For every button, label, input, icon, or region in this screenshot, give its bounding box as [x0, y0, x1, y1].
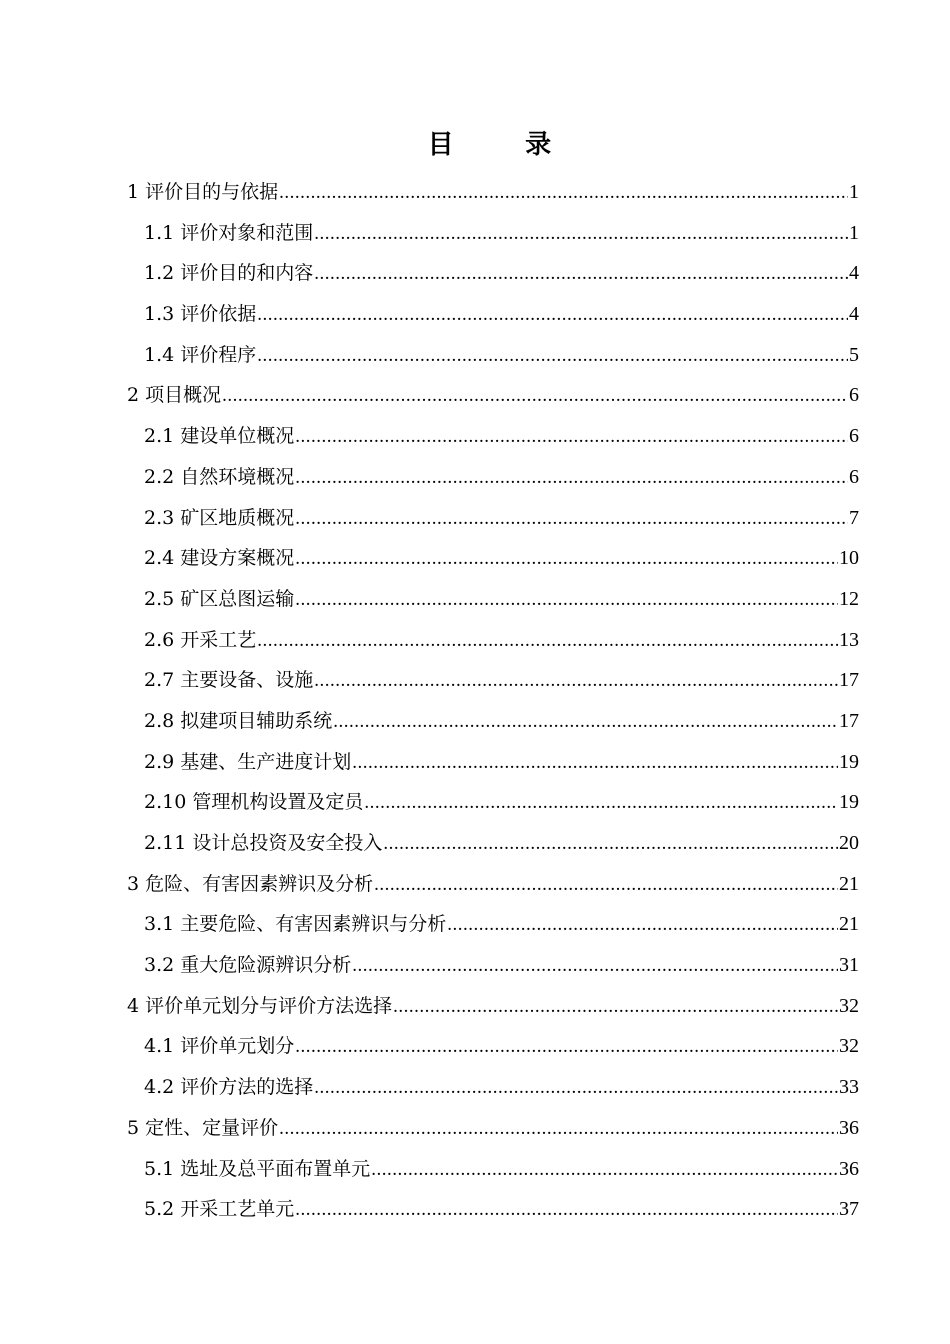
toc-page-number: 17: [839, 669, 859, 692]
toc-entry-label: 2 项目概况: [127, 384, 222, 407]
toc-entry-label: 1.4 评价程序: [144, 343, 257, 366]
toc-entry-label: 4 评价单元划分与评价方法选择: [127, 994, 393, 1017]
toc-page-number: 36: [839, 1116, 859, 1139]
toc-page-number: 10: [839, 547, 859, 570]
toc-entry[interactable]: [127, 416, 859, 457]
toc-leader-dots: [295, 417, 848, 458]
toc-entry-label: 3 危险、有害因素辨识及分析: [127, 872, 374, 895]
toc-entry-label: 5.1 选址及总平面布置单元: [144, 1157, 371, 1180]
toc-page-number: 37: [839, 1198, 859, 1221]
toc-entry[interactable]: [127, 742, 859, 783]
toc-page-number: 6: [849, 384, 859, 407]
table-of-contents: [127, 172, 859, 1230]
toc-leader-dots: [393, 987, 838, 1028]
toc-entry-label: 2.5 矿区总图运输: [144, 587, 295, 610]
toc-entry-label: 4.2 评价方法的选择: [144, 1076, 314, 1099]
toc-page-number: 32: [839, 994, 859, 1017]
toc-entry-label: 2.4 建设方案概况: [144, 547, 295, 570]
toc-entry-label: 1.2 评价目的和内容: [144, 262, 314, 285]
toc-leader-dots: [314, 1068, 838, 1109]
toc-entry[interactable]: [127, 335, 859, 376]
toc-page-number: 21: [839, 913, 859, 936]
toc-entry-label: 5 定性、定量评价: [127, 1116, 279, 1139]
toc-leader-dots: [333, 702, 838, 743]
toc-entry[interactable]: [127, 660, 859, 701]
toc-entry[interactable]: [127, 782, 859, 823]
toc-entry[interactable]: [127, 904, 859, 945]
toc-page-number: 6: [849, 425, 859, 448]
toc-entry[interactable]: [127, 1067, 859, 1108]
toc-entry-label: 3.2 重大危险源辨识分析: [144, 954, 352, 977]
toc-entry-label: 1.1 评价对象和范围: [144, 221, 314, 244]
toc-leader-dots: [295, 1027, 838, 1068]
toc-page-number: 13: [839, 628, 859, 651]
toc-leader-dots: [295, 580, 838, 621]
toc-leader-dots: [257, 295, 848, 336]
toc-entry[interactable]: [127, 213, 859, 254]
toc-entry[interactable]: [127, 986, 859, 1027]
toc-entry[interactable]: [127, 864, 859, 905]
toc-entry[interactable]: [127, 945, 859, 986]
toc-page-number: 19: [839, 791, 859, 814]
toc-entry-label: 2.3 矿区地质概况: [144, 506, 295, 529]
toc-entry-label: 1.3 评价依据: [144, 303, 257, 326]
toc-page-number: 6: [849, 465, 859, 488]
toc-entry[interactable]: [127, 498, 859, 539]
toc-entry-label: 1 评价目的与依据: [127, 181, 279, 203]
toc-page-number: 19: [839, 750, 859, 773]
toc-entry-label: 2.8 拟建项目辅助系统: [144, 709, 333, 732]
toc-entry[interactable]: [127, 457, 859, 498]
toc-leader-dots: [257, 621, 838, 662]
toc-entry-label: 4.1 评价单元划分: [144, 1035, 295, 1058]
toc-page-number: 31: [839, 954, 859, 977]
toc-entry-label: 3.1 主要危险、有害因素辨识与分析: [144, 913, 447, 936]
toc-leader-dots: [295, 458, 848, 499]
toc-leader-dots: [371, 1150, 838, 1191]
toc-entry[interactable]: [127, 1108, 859, 1149]
toc-leader-dots: [295, 499, 848, 540]
toc-leader-dots: [447, 905, 838, 946]
toc-leader-dots: [383, 824, 838, 865]
toc-page-number: 36: [839, 1157, 859, 1180]
toc-page-number: 4: [849, 262, 859, 285]
toc-entry[interactable]: [127, 701, 859, 742]
toc-leader-dots: [222, 376, 848, 417]
toc-leader-dots: [352, 743, 838, 784]
toc-entry[interactable]: [127, 620, 859, 661]
toc-leader-dots: [314, 214, 848, 255]
toc-page-number: 12: [839, 587, 859, 610]
toc-entry[interactable]: [127, 579, 859, 620]
toc-page-number: 17: [839, 709, 859, 732]
toc-page-number: 21: [839, 872, 859, 895]
toc-leader-dots: [279, 1109, 838, 1150]
toc-entry-label: 2.11 设计总投资及安全投入: [144, 832, 383, 854]
page-title: 目 录: [427, 130, 583, 160]
toc-entry[interactable]: [127, 294, 859, 335]
toc-leader-dots: [295, 1190, 838, 1231]
toc-entry[interactable]: [127, 172, 859, 213]
toc-page-number: 33: [839, 1076, 859, 1099]
toc-leader-dots: [314, 254, 848, 295]
toc-leader-dots: [314, 661, 838, 702]
toc-entry[interactable]: [127, 1026, 859, 1067]
toc-entry-label: 2.6 开采工艺: [144, 628, 257, 651]
toc-leader-dots: [295, 539, 838, 580]
toc-leader-dots: [364, 783, 838, 824]
toc-entry-label: 2.1 建设单位概况: [144, 425, 295, 448]
toc-page-number: 4: [849, 303, 859, 326]
toc-entry[interactable]: [127, 375, 859, 416]
toc-entry-label: 2.2 自然环境概况: [144, 465, 295, 488]
toc-leader-dots: [279, 173, 848, 214]
toc-page-number: 32: [839, 1035, 859, 1058]
toc-entry[interactable]: [127, 1189, 859, 1230]
toc-leader-dots: [352, 946, 838, 987]
toc-entry[interactable]: [127, 1149, 859, 1190]
toc-page-number: 7: [849, 506, 859, 529]
toc-entry[interactable]: [127, 823, 859, 864]
toc-page-number: 1: [849, 221, 859, 244]
toc-entry-label: 2.7 主要设备、设施: [144, 669, 314, 692]
toc-page-number: 20: [839, 832, 859, 854]
toc-page-number: 5: [849, 343, 859, 366]
toc-page-number: 1: [849, 181, 859, 203]
toc-leader-dots: [257, 336, 848, 377]
toc-entry-label: 2.10 管理机构设置及定员: [144, 791, 364, 814]
toc-entry-label: 2.9 基建、生产进度计划: [144, 750, 352, 773]
toc-leader-dots: [374, 865, 838, 906]
toc-entry[interactable]: [127, 253, 859, 294]
toc-entry-label: 5.2 开采工艺单元: [144, 1198, 295, 1221]
toc-entry[interactable]: [127, 538, 859, 579]
